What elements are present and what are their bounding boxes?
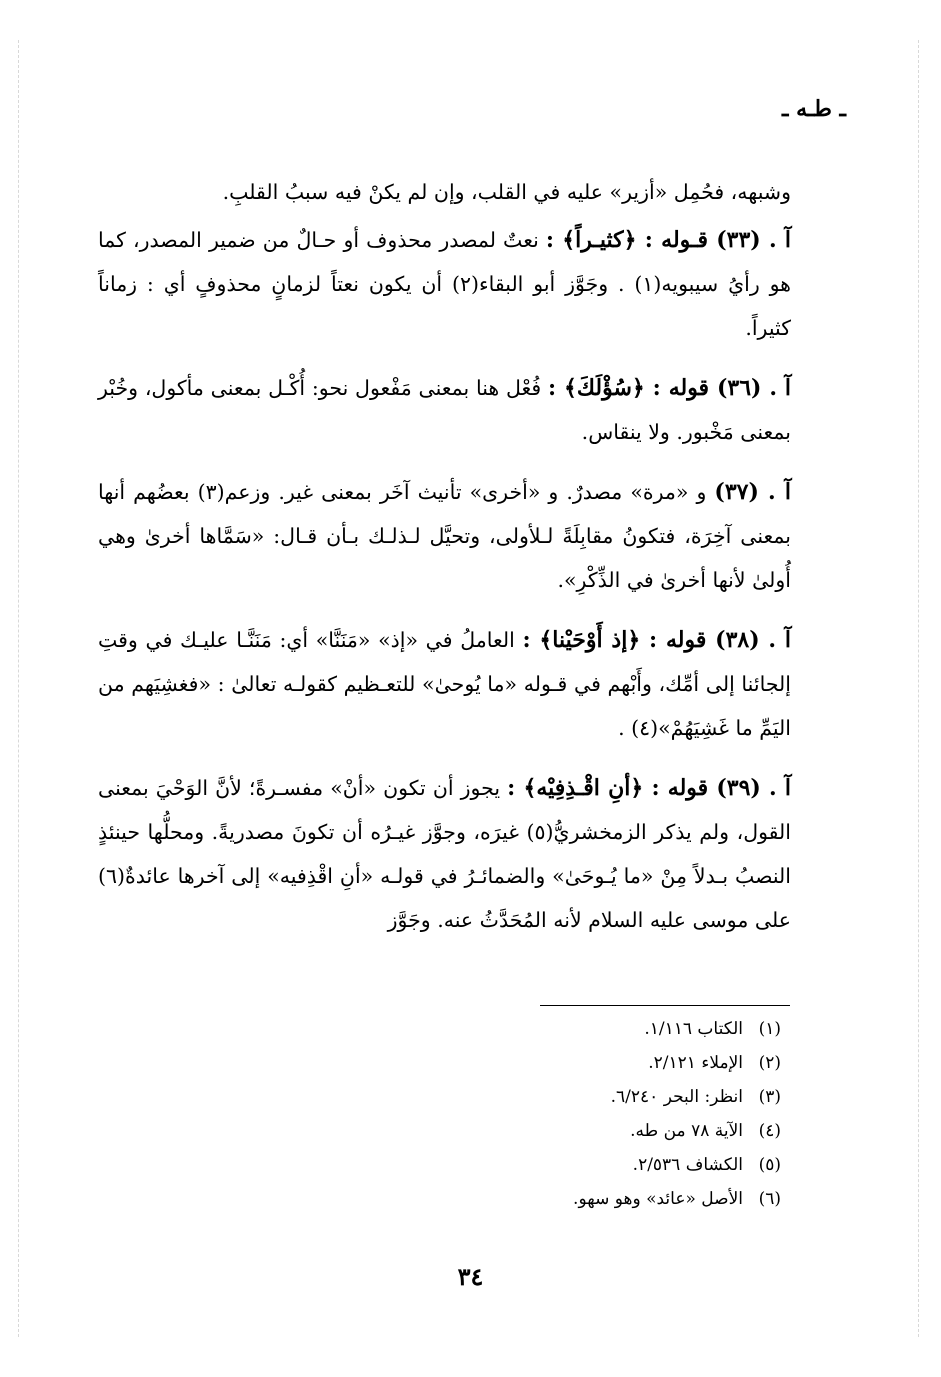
- footnote-number: (٣): [758, 1087, 781, 1107]
- paragraph-text: العاملُ في «إذ» «مَنَنَّا» أي: مَنَنَّـا عليـك في وقتِ إلجائنا إلى أمِّك، وأَبْهم في قـوله «ما يُوحىٰ» للتعـظيم كقولـه تعالىٰ : «فغشِيَهم من اليَمِّ ما غَشِيَهُمْ»(٤) .: [98, 628, 791, 740]
- paragraph: [98, 470, 791, 602]
- footnote-text: الآية ٧٨ من طه.: [630, 1121, 743, 1141]
- paragraph: [98, 766, 791, 942]
- margin-guide-left: [18, 40, 19, 1337]
- footnote-number: (١): [758, 1019, 781, 1039]
- verse-lead: آ . (٣٣) قـوله : ﴿كثيـراً﴾ :: [545, 227, 791, 253]
- footnote-text: الإملاء ٢/١٢١.: [648, 1053, 743, 1073]
- footnote-number: (٢): [758, 1053, 781, 1073]
- footnote-text: الأصل «عائد» وهو سهو.: [573, 1189, 743, 1209]
- footnote: [401, 1012, 781, 1046]
- footnote-number: (٤): [758, 1121, 781, 1141]
- footnote-text: انظر: البحر ٦/٢٤٠.: [610, 1087, 743, 1107]
- paragraph-text: و «مرة» مصدرٌ. و «أخرى» تأنيث آخَر بمعنى غير. وزعم(٣) بعضُهم أنها بمعنى آخِرَة، فتكونُ مقابِلَةً لـلأولى، وتحيَّل لـذلـك بـأن قـال: «سَمَّاها أخرىٰ وهي أُولىٰ لأنها أخرىٰ في الذِّكْرِ».: [98, 480, 791, 592]
- footnote-divider: [540, 1005, 790, 1006]
- footnote: [401, 1046, 781, 1080]
- verse-lead: آ . (٣٨) قوله : ﴿إذ أَوْحَيْنا﴾ :: [522, 627, 791, 653]
- footnote-text: الكشاف ٢/٥٣٦.: [632, 1155, 743, 1175]
- paragraph: [98, 218, 791, 350]
- page-number: ٣٤: [457, 1262, 484, 1291]
- paragraph-text: وشبهه، فحُمِل «أزير» عليه في القلب، وإن لم يكنْ فيه سببُ القلبِ.: [222, 180, 791, 204]
- paragraph-text: نعتٌ لمصدر محذوف أو حـالٌ من ضمير المصدر، كما هو رأيُ سيبويه(١) . وجَوَّز أبو البقاء(٢) أن يكون نعتاً لزمانٍ محذوفٍ أي : زماناً كثيراً.: [98, 228, 791, 340]
- body-text: [98, 170, 791, 958]
- paragraph-text: يجوز أن تكون «أنْ» مفسـرةً؛ لأنَّ الوَحْيَ بمعنى القول، ولم يذكر الزمخشريُّ(٥) غيرَه، وجوَّز غيـرُه أن تكونَ مصدريةً. ومحلُّها حينئذٍ النصبُ بـدلاً مِنْ «ما يُـوحَىٰ» والضمائـرُ في قولـه «أنِ اقْذِفيه» إلى آخرها عائدةٌ(٦) على موسى عليه السلام لأنه المُحَدَّثُ عنه. وجَوَّز: [98, 776, 791, 932]
- verse-lead: آ . (٣٦) قوله : ﴿سُؤْلَكَ﴾ :: [547, 375, 791, 401]
- footnote: [401, 1148, 781, 1182]
- footnotes: [401, 1012, 781, 1216]
- footnote-text: الكتاب ١/١١٦.: [644, 1019, 743, 1039]
- paragraph-text: فُعْل هنا بمعنى مَفْعول نحو: أُكْـل بمعنى مأكول، وخُبْر بمعنى مَخْبور. ولا ينقاس.: [98, 376, 791, 444]
- footnote-number: (٥): [758, 1155, 781, 1175]
- footnote-number: (٦): [758, 1189, 781, 1209]
- running-header: ـ طـه ـ: [782, 96, 846, 122]
- paragraph: [98, 366, 791, 454]
- footnote: [401, 1080, 781, 1114]
- footnote: [401, 1114, 781, 1148]
- paragraph: [98, 618, 791, 750]
- margin-guide-right: [918, 40, 919, 1337]
- paragraph: [98, 170, 791, 214]
- verse-lead: آ . (٣٩) قوله : ﴿أنِ اقْـذِفِيْه﴾ :: [507, 775, 792, 801]
- verse-lead: آ . (٣٧): [714, 479, 791, 505]
- footnote: [401, 1182, 781, 1216]
